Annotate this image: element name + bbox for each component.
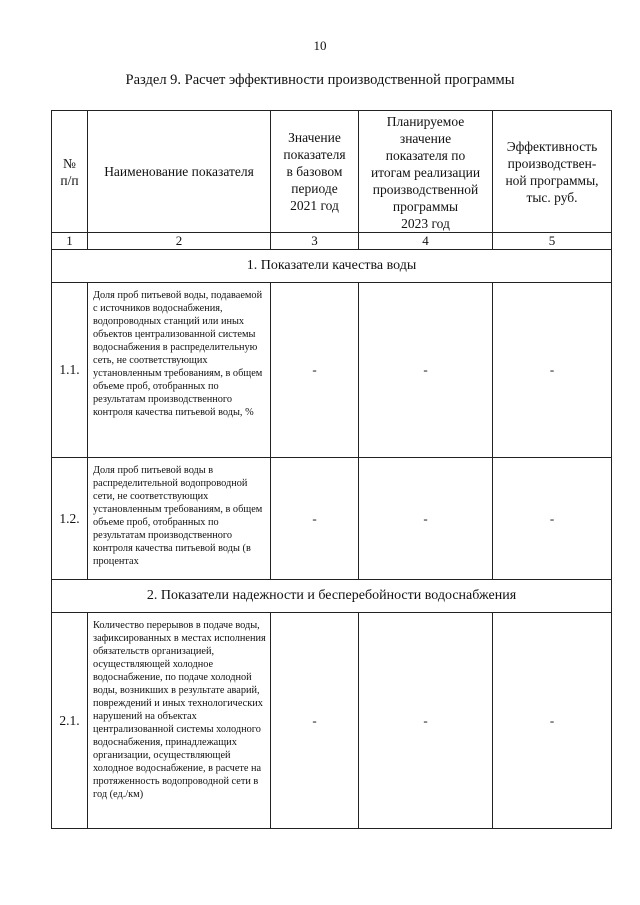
header-base-text: Значение показателя в базовом периоде 2021 год (283, 130, 346, 213)
base-value: - (271, 613, 359, 829)
efficiency-value: - (493, 613, 612, 829)
base-value: - (271, 458, 359, 580)
row-number: 1.1. (52, 283, 88, 458)
header-efficiency (493, 111, 612, 233)
planned-value: - (359, 283, 493, 458)
section-heading: 2. Показатели надежности и бесперебойности водоснабжения (52, 580, 612, 613)
indicator-name: Доля проб питьевой воды, подаваемой с источников водоснабжения, водопроводных станций или иных объектов централизованной системы водоснабжения в распределительную сеть, не соответствующих установленным требованиям, в общем объеме проб, отобранных по результатам производственного контроля качества питьевой воды, % (88, 283, 271, 458)
indicator-name: Количество перерывов в подаче воды, зафиксированных в местах исполнения обязательств организацией, осуществляющей холодное водоснабжение, по подаче холодной воды, возникших в результате аварий, повреждений и иных технологических нарушений на объектах централизованной системы холодного водоснабжения, принадлежащих организации, осуществляющей холодное водоснабжение, в расчете на протяженность водопроводной сети в год (ед./км) (88, 613, 271, 829)
column-number-row (52, 233, 612, 250)
indicator-name: Доля проб питьевой воды в распределительной водопроводной сети, не соответствующих установленным требованиям, в общем объеме проб, отобранных по результатам производственного контроля качества питьевой воды (в процентах (88, 458, 271, 580)
header-planned-text: Планируемое значение показателя по итогам реализации производственной программы 2023 год (370, 114, 481, 231)
efficiency-table (51, 110, 612, 829)
header-row (52, 111, 612, 233)
header-base (271, 111, 359, 233)
header-name-text: Наименование показателя (104, 164, 254, 179)
row-number: 1.2. (52, 458, 88, 580)
header-num (52, 111, 88, 233)
header-planned (359, 111, 493, 233)
page-number: 10 (313, 38, 327, 53)
section-row-reliability (52, 580, 612, 613)
section-title: Раздел 9. Расчет эффективности производственной программы (125, 72, 515, 88)
column-number: 1 (52, 233, 88, 250)
planned-value: - (359, 458, 493, 580)
column-number: 3 (271, 233, 359, 250)
column-number: 4 (359, 233, 493, 250)
planned-value: - (359, 613, 493, 829)
header-name (88, 111, 271, 233)
section-heading: 1. Показатели качества воды (52, 250, 612, 283)
header-num-text: № п/п (60, 155, 79, 188)
table-row (52, 283, 612, 458)
header-efficiency-text: Эффективность производствен- ной программы, тыс. руб. (505, 138, 599, 205)
efficiency-value: - (493, 283, 612, 458)
base-value: - (271, 283, 359, 458)
column-number: 2 (88, 233, 271, 250)
table-row (52, 458, 612, 580)
column-number: 5 (493, 233, 612, 250)
section-row-water-quality (52, 250, 612, 283)
efficiency-value: - (493, 458, 612, 580)
table-row (52, 613, 612, 829)
row-number: 2.1. (52, 613, 88, 829)
